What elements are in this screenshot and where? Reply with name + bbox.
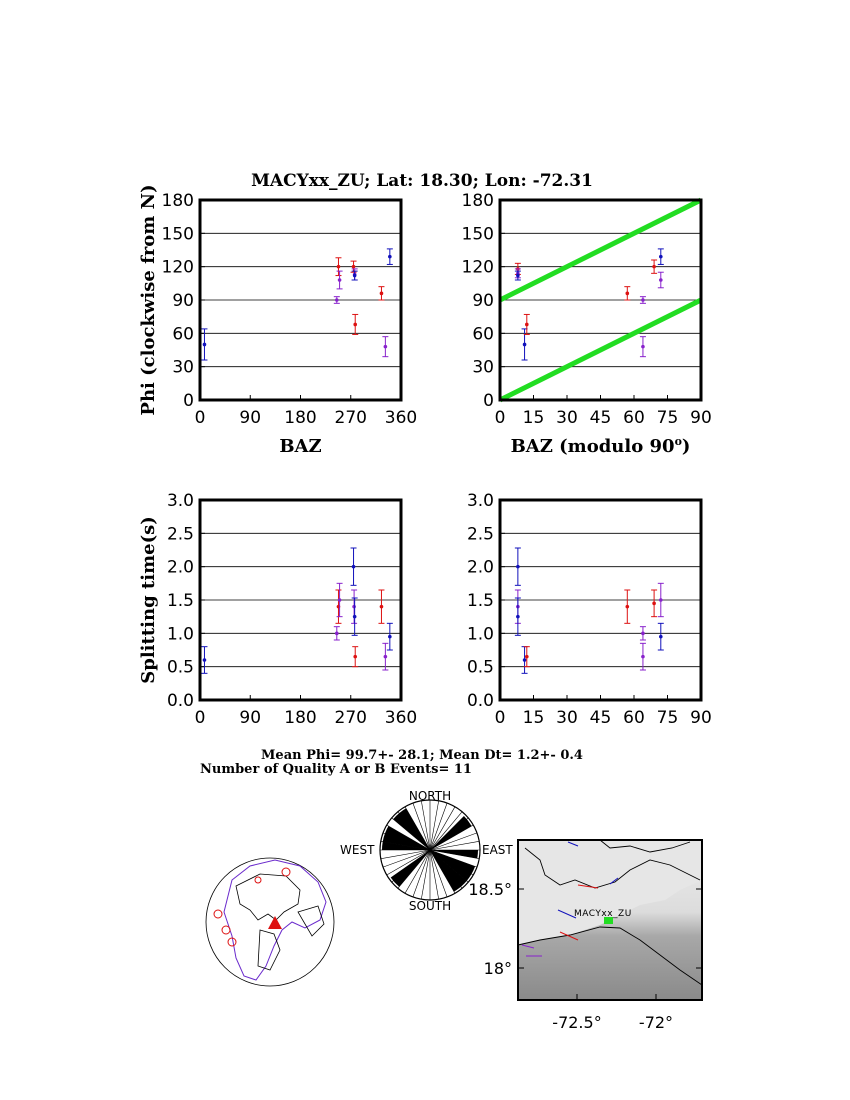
point-marker — [659, 635, 663, 639]
point-marker — [384, 345, 388, 349]
point-marker — [659, 598, 663, 602]
plot-dt-baz — [138, 491, 417, 728]
point-marker — [652, 602, 656, 606]
y-tick-label: 0.5 — [166, 657, 194, 678]
y-tick-label: 0.0 — [166, 691, 194, 711]
data-point — [515, 271, 521, 280]
x-tick-label: 15 — [522, 408, 545, 428]
data-point — [378, 590, 384, 623]
y-tick-label: 2.5 — [466, 524, 494, 545]
x-tick-label: 0 — [194, 408, 206, 428]
y-tick-label: 3.0 — [466, 491, 494, 511]
globe-land — [236, 874, 324, 970]
y-axis-label: Phi (clockwise from N) — [138, 184, 159, 416]
y-tick-label: 2.5 — [166, 524, 194, 545]
x-tick-label: 360 — [384, 708, 418, 728]
event-marker — [255, 877, 261, 883]
point-marker — [641, 655, 645, 659]
point-marker — [353, 615, 357, 619]
data-point — [624, 287, 630, 300]
point-marker — [641, 632, 645, 636]
y-tick-label: 0 — [183, 391, 194, 411]
map-lon-label: -72.5° — [552, 1013, 602, 1032]
y-tick-label: 180 — [461, 191, 494, 211]
station-label: MACYxx_ZU — [574, 909, 632, 919]
figure-title: MACYxx_ZU; Lat: 18.30; Lon: -72.31 — [251, 171, 593, 191]
x-tick-label: 0 — [194, 708, 206, 728]
point-marker — [523, 658, 527, 662]
point-marker — [641, 298, 645, 302]
point-marker — [203, 658, 207, 662]
point-marker — [203, 343, 207, 347]
x-tick-label: 270 — [334, 408, 367, 428]
point-marker — [338, 598, 342, 602]
point-marker — [380, 292, 384, 296]
x-tick-label: 270 — [334, 708, 367, 728]
rose-label-north: NORTH — [408, 789, 452, 803]
point-marker — [525, 655, 529, 659]
point-marker — [652, 265, 656, 269]
y-tick-label: 90 — [172, 291, 194, 311]
x-tick-label: 45 — [589, 708, 612, 728]
point-marker — [337, 265, 341, 269]
x-tick-label: 15 — [522, 708, 545, 728]
y-tick-label: 1.0 — [166, 624, 194, 645]
point-marker — [626, 292, 630, 296]
point-marker — [352, 605, 356, 609]
event-marker — [282, 868, 290, 876]
y-tick-label: 30 — [172, 357, 194, 378]
summary-line-1: Mean Phi= 99.7+- 28.1; Mean Dt= 1.2+- 0.4 — [261, 748, 583, 763]
data-point — [387, 623, 393, 650]
point-marker — [626, 605, 630, 609]
plot-phi-baz — [138, 184, 417, 457]
map-lon-label: -72° — [638, 1013, 674, 1032]
point-marker — [659, 278, 663, 282]
data-point — [658, 623, 664, 650]
x-tick-label: 90 — [239, 708, 262, 728]
x-tick-label: 75 — [656, 408, 679, 428]
data-point — [515, 598, 521, 635]
station-triangle — [268, 916, 282, 929]
data-point — [382, 337, 388, 357]
point-marker — [353, 274, 357, 278]
data-point — [651, 590, 657, 617]
globe-outline — [206, 858, 334, 986]
point-marker — [516, 274, 520, 278]
y-tick-label: 0.5 — [466, 657, 494, 678]
data-point — [378, 287, 384, 300]
y-tick-label: 60 — [172, 324, 194, 345]
data-point — [624, 590, 630, 623]
map-lat-label: 18.5° — [468, 880, 512, 899]
map-lat-label: 18° — [483, 959, 512, 978]
x-tick-label: 60 — [623, 708, 645, 728]
point-marker — [353, 655, 357, 659]
data-point — [658, 249, 664, 265]
data-point — [352, 647, 358, 667]
y-tick-label: 3.0 — [166, 491, 194, 511]
y-tick-label: 120 — [461, 257, 494, 278]
event-marker — [222, 926, 230, 934]
point-marker — [516, 615, 520, 619]
x-axis-label: BAZ — [279, 436, 322, 457]
y-tick-label: 0 — [483, 391, 494, 411]
x-axis-label: BAZ (modulo 90$^o$) — [510, 435, 691, 457]
point-marker — [353, 323, 357, 327]
point-marker — [380, 605, 384, 609]
x-tick-label: 60 — [623, 408, 645, 428]
y-axis-label: Splitting time(s) — [138, 516, 159, 684]
y-tick-label: 60 — [472, 324, 494, 345]
y-tick-label: 180 — [161, 191, 194, 211]
point-marker — [516, 565, 520, 569]
x-tick-label: 360 — [384, 408, 418, 428]
y-tick-label: 150 — [161, 224, 194, 245]
fast-axis-line — [500, 300, 701, 400]
x-tick-label: 0 — [494, 708, 506, 728]
data-point — [382, 643, 388, 670]
plots — [138, 184, 712, 728]
data-point — [337, 271, 343, 289]
x-tick-label: 180 — [284, 408, 317, 428]
plot-phi-baz-mod90 — [462, 191, 712, 457]
data-point — [352, 598, 358, 635]
data-point — [640, 337, 646, 357]
rose-diagram — [380, 800, 480, 900]
x-tick-label: 90 — [239, 408, 262, 428]
rose-label-south: SOUTH — [408, 899, 452, 913]
data-point — [640, 643, 646, 670]
plot-dt-baz-mod90 — [467, 491, 712, 728]
point-marker — [352, 565, 356, 569]
fast-axis-line — [500, 200, 701, 300]
point-marker — [352, 265, 356, 269]
x-tick-label: 90 — [690, 408, 712, 428]
y-tick-label: 1.5 — [166, 591, 194, 611]
y-tick-label: 1.5 — [466, 591, 494, 611]
y-tick-label: 1.0 — [466, 624, 494, 645]
y-tick-label: 90 — [472, 291, 494, 311]
point-marker — [641, 345, 645, 349]
point-marker — [338, 278, 342, 282]
x-tick-label: 30 — [556, 708, 578, 728]
point-marker — [388, 255, 392, 259]
point-marker — [335, 632, 339, 636]
y-tick-label: 0.0 — [466, 691, 494, 711]
data-point — [387, 249, 393, 265]
x-tick-label: 30 — [556, 408, 578, 428]
y-tick-label: 30 — [472, 357, 494, 378]
x-tick-label: 90 — [690, 708, 712, 728]
data-point — [352, 314, 358, 334]
data-point — [658, 272, 664, 288]
point-marker — [659, 255, 663, 259]
y-tick-label: 2.0 — [466, 557, 494, 578]
x-tick-label: 75 — [656, 708, 679, 728]
point-marker — [525, 323, 529, 327]
point-marker — [384, 655, 388, 659]
point-marker — [388, 635, 392, 639]
event-marker — [228, 938, 236, 946]
y-tick-label: 120 — [161, 257, 194, 278]
rose-label-east: EAST — [482, 843, 513, 857]
event-marker — [214, 910, 222, 918]
point-marker — [335, 298, 339, 302]
summary-line-2: Number of Quality A or B Events= 11 — [200, 762, 472, 777]
x-axis-label-superscript: o — [674, 435, 682, 448]
data-point — [201, 647, 207, 674]
x-tick-label: 45 — [589, 408, 612, 428]
x-tick-label: 180 — [284, 708, 317, 728]
data-point — [335, 590, 341, 623]
y-tick-label: 150 — [461, 224, 494, 245]
y-tick-label: 2.0 — [166, 557, 194, 578]
rose-label-west: WEST — [340, 843, 375, 857]
point-marker — [523, 343, 527, 347]
regional-map — [468, 840, 702, 1032]
x-tick-label: 0 — [494, 408, 506, 428]
globe — [206, 858, 334, 986]
x-axis-label-end: ) — [681, 436, 691, 457]
